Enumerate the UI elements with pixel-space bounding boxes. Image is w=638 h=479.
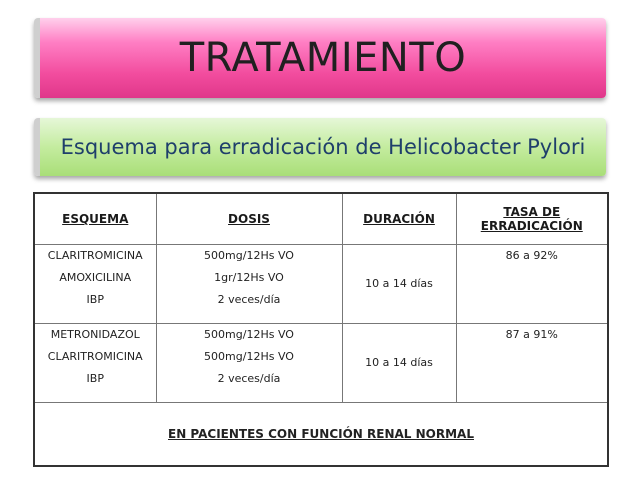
dose-line: 500mg/12Hs VO — [204, 328, 294, 341]
table-footer-row — [34, 403, 608, 467]
dose-line: 500mg/12Hs VO — [204, 350, 294, 363]
drug-name: CLARITROMICINA — [47, 249, 143, 262]
drug-name: CLARITROMICINA — [47, 350, 143, 363]
slide-title: TRATAMIENTO — [179, 35, 467, 81]
treatment-table — [33, 192, 609, 467]
header-dosis: DOSIS — [156, 193, 342, 245]
table-row — [34, 245, 608, 324]
table-row — [34, 324, 608, 403]
drug-name: AMOXICILINA — [59, 271, 132, 284]
slide-subtitle: Esquema para erradicación de Helicobacter Pylori — [60, 135, 586, 159]
duracion-cell: 10 a 14 días — [342, 324, 456, 403]
dosis-cell — [156, 245, 342, 324]
drug-name: IBP — [86, 372, 104, 385]
subtitle-banner — [34, 118, 606, 176]
header-duracion: DURACIÓN — [342, 193, 456, 245]
header-esquema: ESQUEMA — [34, 193, 156, 245]
table-header-row — [34, 193, 608, 245]
drug-name: METRONIDAZOL — [50, 328, 140, 341]
dose-line: 2 veces/día — [217, 372, 281, 385]
esquema-cell — [34, 324, 156, 403]
tasa-cell: 86 a 92% — [456, 245, 608, 324]
duracion-cell: 10 a 14 días — [342, 245, 456, 324]
dose-line: 500mg/12Hs VO — [204, 249, 294, 262]
dose-line: 2 veces/día — [217, 293, 281, 306]
drug-name: IBP — [86, 293, 104, 306]
dosis-cell — [156, 324, 342, 403]
title-banner — [34, 18, 606, 98]
tasa-cell: 87 a 91% — [456, 324, 608, 403]
header-tasa: TASA DE ERRADICACIÓN — [456, 193, 608, 245]
dose-line: 1gr/12Hs VO — [214, 271, 284, 284]
footer-note: EN PACIENTES CON FUNCIÓN RENAL NORMAL — [34, 403, 608, 467]
esquema-cell — [34, 245, 156, 324]
